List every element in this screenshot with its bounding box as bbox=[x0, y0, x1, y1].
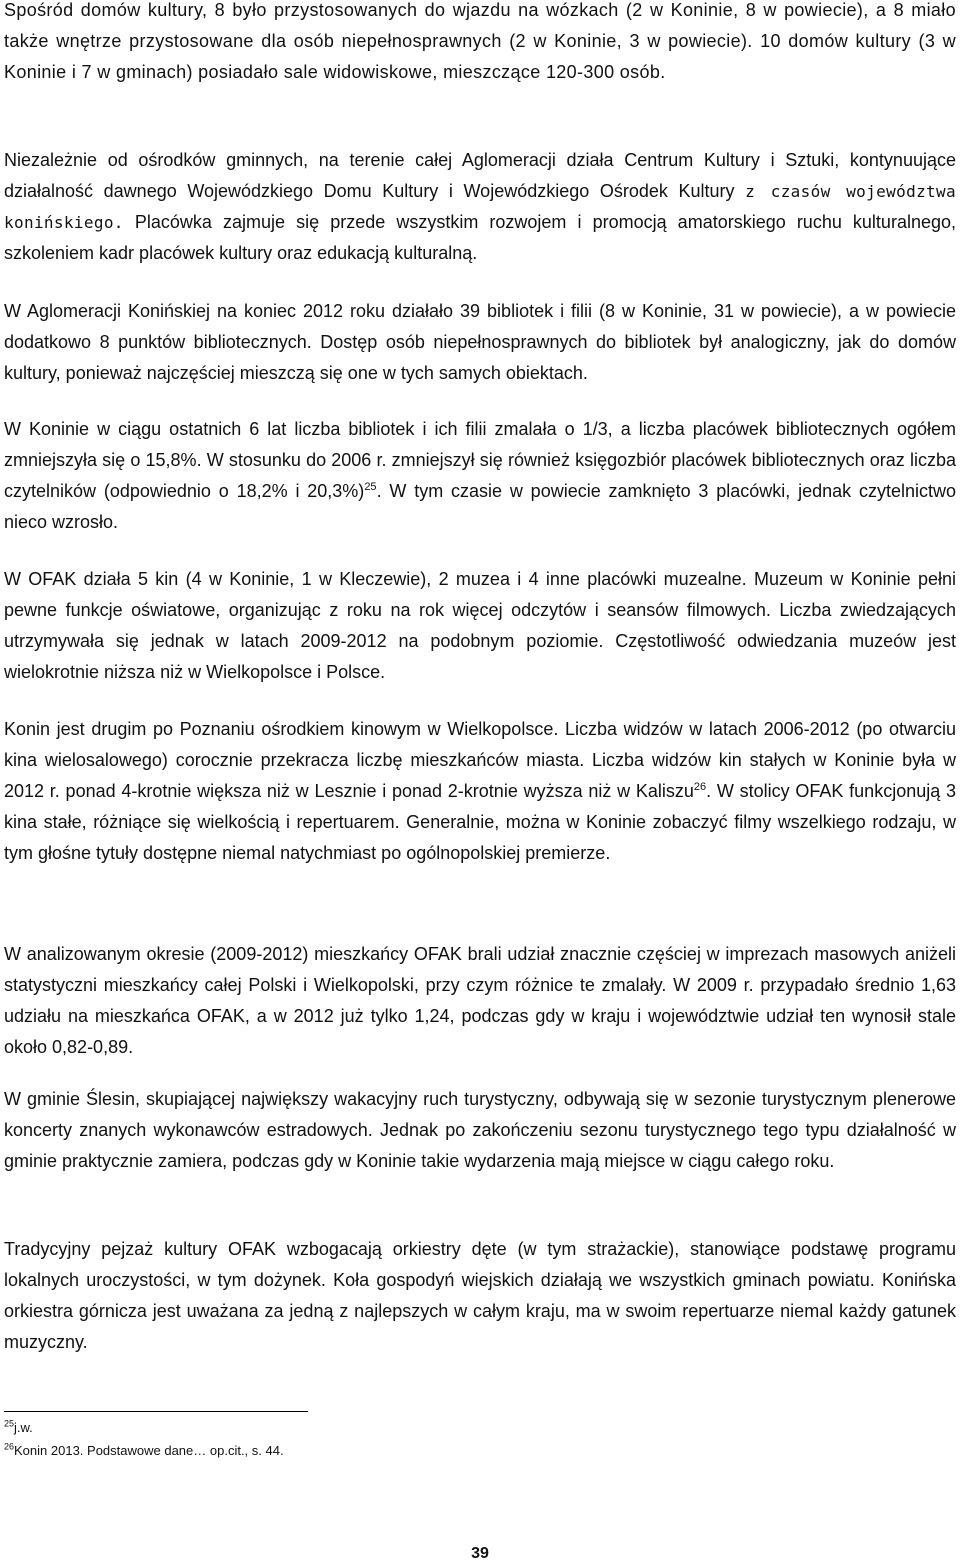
paragraph-3 bbox=[4, 296, 956, 389]
paragraph-2-text-c: Placówka zajmuje się przede wszystkim rozwojem i promocją amatorskiego ruchu kulturalnego, szkoleniem kadr placówek kultury oraz edukacją kulturalną. bbox=[4, 212, 956, 263]
paragraph-3-text: W Aglomeracji Konińskiej na koniec 2012 roku działało 39 bibliotek i filii (8 w Koninie, 31 w powiecie), a w powiecie dodatkowo 8 punktów bibliotecznych. Dostęp osób niepełnosprawnych do bibliotek był analogiczny, jak do domów kultury, ponieważ najczęściej mieszczą się one w tych samych obiektach. bbox=[4, 301, 956, 383]
footnote-ref-25: 25 bbox=[364, 481, 377, 493]
paragraph-1 bbox=[4, 0, 956, 88]
footnote-25-text: j.w. bbox=[14, 1420, 33, 1435]
paragraph-4-text-a: W Koninie w ciągu ostatnich 6 lat liczba bibliotek i ich filii zmalała o 1/3, a liczba placówek bibliotecznych ogółem zmniejszyła się o 15,8%. W stosunku do 2006 r. zmniejszył się również księgozbiór placówek bibliotecznych oraz liczba czytelników (odpowiednio o 18,2% i 20,3%) bbox=[4, 419, 956, 501]
paragraph-1-text: Spośród domów kultury, 8 było przystosowanych do wjazdu na wózkach (2 w Koninie, 8 w powiecie), a 8 miało także wnętrze przystosowane dla osób niepełnosprawnych (2 w Koninie, 3 w powiecie). 10 domów kultury (3 w Koninie i 7 w gminach) posiadało sale widowiskowe, mieszczące 120-300 osób. bbox=[4, 0, 956, 82]
footnote-26-text: Konin 2013. Podstawowe dane… op.cit., s. 44. bbox=[14, 1443, 284, 1458]
footnote-26-number: 26 bbox=[4, 1441, 15, 1452]
paragraph-5 bbox=[4, 564, 956, 688]
footnote-25 bbox=[4, 1419, 33, 1437]
paragraph-9 bbox=[4, 1234, 956, 1358]
paragraph-4 bbox=[4, 414, 956, 538]
paragraph-9-text: Tradycyjny pejzaż kultury OFAK wzbogacają orkiestry dęte (w tym strażackie), stanowiące podstawę programu lokalnych uroczystości, w tym dożynek. Koła gospodyń wiejskich działają we wszystkich gminach powiatu. Konińska orkiestra górnicza jest uważana za jedną z najlepszych w całym kraju, ma w swoim repertuarze niemal każdy gatunek muzyczny. bbox=[4, 1239, 956, 1352]
paragraph-8 bbox=[4, 1084, 956, 1177]
footnote-25-number: 25 bbox=[4, 1418, 15, 1429]
paragraph-8-text: W gminie Ślesin, skupiającej największy wakacyjny ruch turystyczny, odbywają się w sezonie turystycznym plenerowe koncerty znanych wykonawców estradowych. Jednak po zakończeniu sezonu turystycznego tego typu działalność w gminie praktycznie zamiera, podczas gdy w Koninie takie wydarzenia mają miejsce w ciągu całego roku. bbox=[4, 1089, 956, 1171]
footnote-26 bbox=[4, 1442, 284, 1460]
paragraph-2 bbox=[4, 145, 956, 269]
paragraph-7-text: W analizowanym okresie (2009-2012) mieszkańcy OFAK brali udział znacznie częściej w imprezach masowych aniżeli statystyczni mieszkańcy całej Polski i Wielkopolski, przy czym różnice te zmalały. W 2009 r. przypadało średnio 1,63 udziału na mieszkańca OFAK, a w 2012 już tylko 1,24, podczas gdy w kraju i województwie udział ten wynosił stale około 0,82-0,89. bbox=[4, 944, 956, 1057]
paragraph-4-text-b: . W tym czasie w powiecie zamknięto 3 placówki, jednak czytelnictwo nieco wzrosło. bbox=[4, 481, 956, 532]
footnote-ref-26: 26 bbox=[693, 781, 707, 793]
paragraph-2-text-a: Niezależnie od ośrodków gminnych, na terenie całej Aglomeracji działa Centrum Kultury i Sztuki, kontynuujące działalność dawnego Wojewódzkiego Domu Kultury i Wojewódzkiego Ośrodek Kultury bbox=[4, 150, 956, 201]
paragraph-6 bbox=[4, 714, 956, 869]
paragraph-6-text-b: . W stolicy OFAK funkcjonują 3 kina stałe, różniące się wielkością i repertuarem. Generalnie, można w Koninie zobaczyć filmy wszelkiego rodzaju, w tym głośne tytuły dostępne niemal natychmiast po ogólnopolskiej premierze. bbox=[4, 781, 957, 863]
paragraph-6-text-a: Konin jest drugim po Poznaniu ośrodkiem kinowym w Wielkopolsce. Liczba widzów w latach 2006-2012 (po otwarciu kina wielosalowego) corocznie przekracza liczbę mieszkańców miasta. Liczba widzów kin stałych w Koninie była w 2012 r. ponad 4-krotnie większa niż w Lesznie i ponad 2-krotnie wyższa niż w Kaliszu bbox=[4, 719, 956, 801]
paragraph-5-text: W OFAK działa 5 kin (4 w Koninie, 1 w Kleczewie), 2 muzea i 4 inne placówki muzealne. Muzeum w Koninie pełni pewne funkcje oświatowe, organizując z roku na rok więcej odczytów i seansów filmowych. Liczba zwiedzających utrzymywała się jednak w latach 2009-2012 na podobnym poziomie. Częstotliwość odwiedzania muzeów jest wielokrotnie niższa niż w Wielkopolsce i Polsce. bbox=[4, 569, 956, 682]
paragraph-7 bbox=[4, 939, 956, 1063]
footnote-separator bbox=[4, 1411, 308, 1412]
paragraph-2-text-b: z czasów województwa konińskiego. bbox=[4, 182, 957, 232]
page-number: 39 bbox=[471, 1545, 489, 1562]
